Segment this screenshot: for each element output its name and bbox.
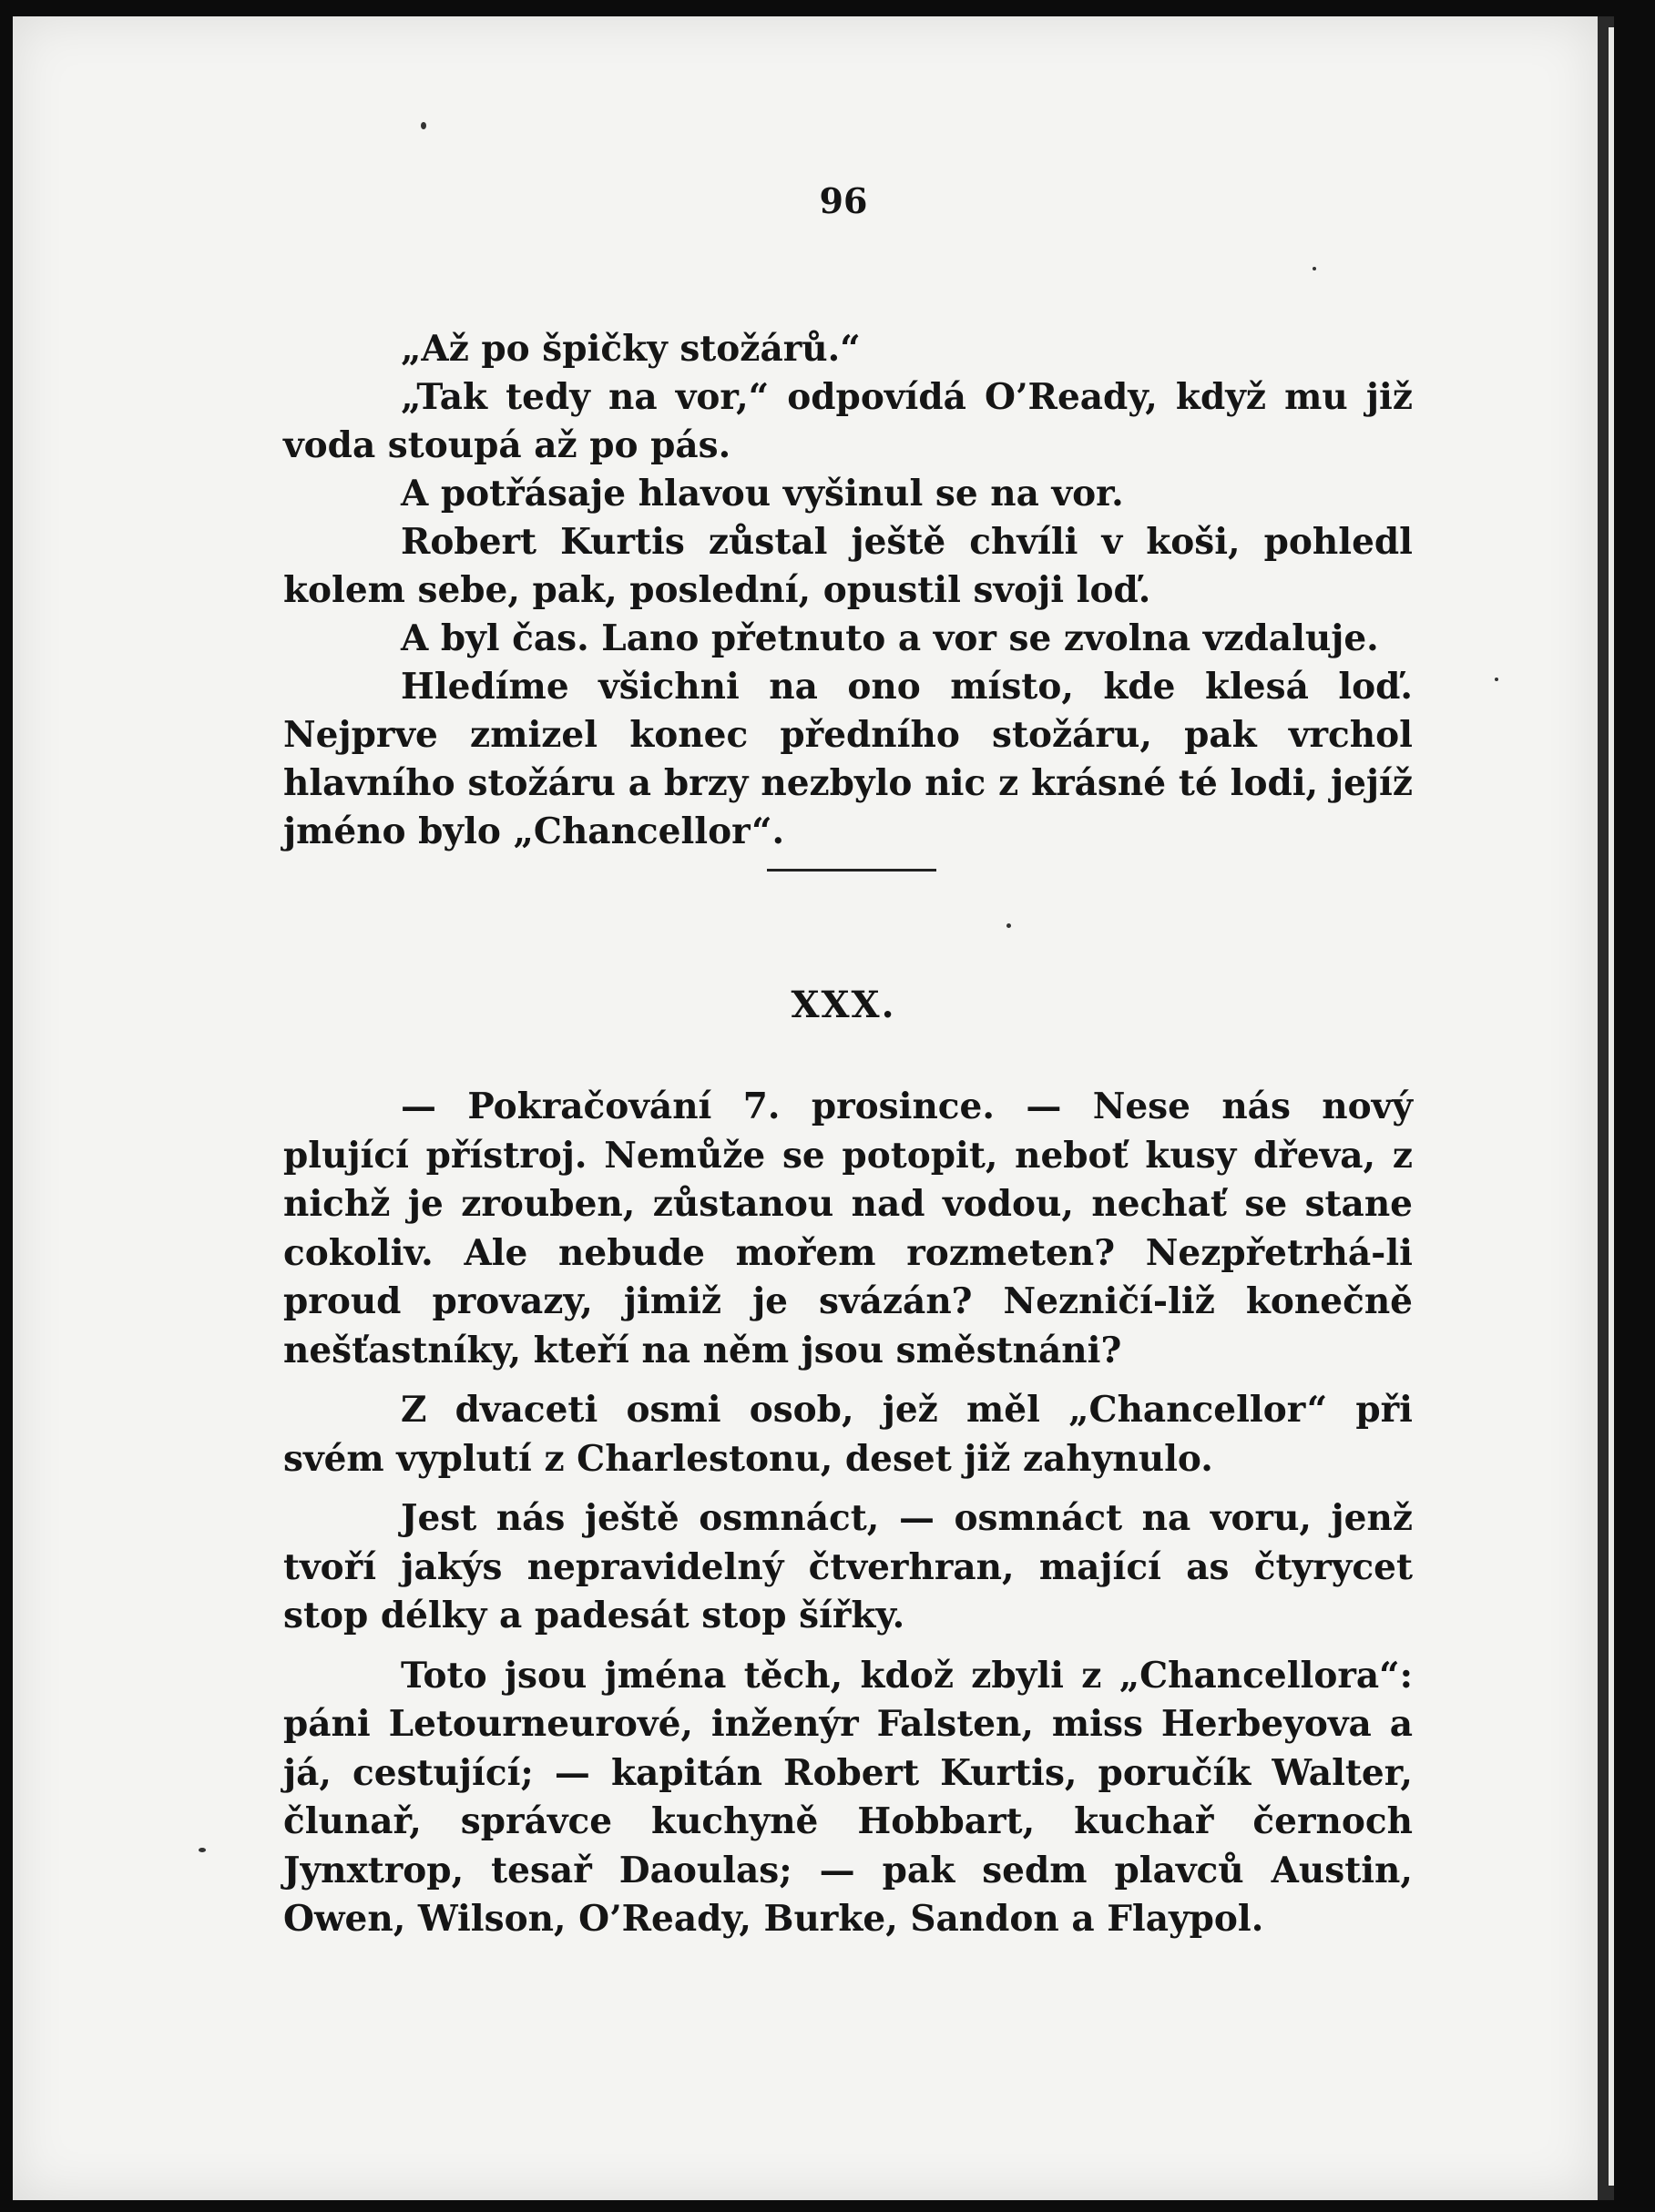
scan-speck [1006, 923, 1011, 928]
scan-speck [421, 122, 426, 129]
paragraph: Z dvaceti osmi osob, jež měl „Chancellor“ při svém vyplutí z Charlestonu, deset již zahynulo. [283, 1389, 1413, 1480]
paragraph: Hledíme všichni na ono místo, kde klesá loď. Nejprve zmizel konec předního stožáru, pak vrchol hlavního stožáru a brzy nezbylo nic z krásné té lodi, jejíž jméno bylo „Chancellor“. [283, 666, 1413, 852]
paragraph: A byl čas. Lano přetnuto a vor se zvolna vzdaluje. [401, 617, 1379, 659]
scan-speck [1313, 267, 1316, 270]
paragraph: — Pokračování 7. prosince. — Nese nás nový plující přístroj. Nemůže se potopit, neboť kusy dřeva, z nichž je zrouben, zůstanou nad vodou, nechať se stane cokoliv. Ale nebude mořem rozmeten? Nezpřetrhá-li proud provazy, jimiž je svázán? Nezničí-liž konečně nešťastníky, kteří na něm jsou směstnáni? [283, 1086, 1413, 1371]
top-text-block [283, 325, 1413, 856]
section-divider [767, 869, 936, 872]
scan-speck [1495, 678, 1498, 681]
scan-speck [199, 1848, 206, 1852]
paragraph: Toto jsou jména těch, kdož zbyli z „Chancellora“: páni Letourneurové, inženýr Falsten, miss Herbeyova a já, cestující; — kapitán Robert Kurtis, poručík Walter, člunař, správce kuchyně Hobbart, kuchař černoch Jynxtrop, tesař Daoulas; — pak sedm plavců Austin, Owen, Wilson, O’Ready, Burke, Sandon a Flaypol. [283, 1654, 1413, 1940]
paragraph: Robert Kurtis zůstal ještě chvíli v koši, pohledl kolem sebe, pak, poslední, opustil svoji loď. [283, 521, 1413, 611]
page-number: 96 [819, 180, 868, 221]
paragraph: Jest nás ještě osmnáct, — osmnáct na voru, jenž tvoří jakýs nepravidelný čtverhran, mající as čtyrycet stop délky a padesát stop šířky. [283, 1497, 1413, 1636]
paragraph: A potřásaje hlavou vyšinul se na vor. [401, 473, 1124, 515]
paragraph: „Až po špičky stožárů.“ [401, 328, 861, 370]
paragraph: „Tak tedy na vor,“ odpovídá O’Ready, když mu již voda stoupá až po pás. [283, 376, 1413, 466]
page-edge-line [1609, 27, 1614, 2186]
chapter-heading: XXX. [791, 984, 896, 1026]
bottom-text-block [283, 1083, 1413, 1944]
